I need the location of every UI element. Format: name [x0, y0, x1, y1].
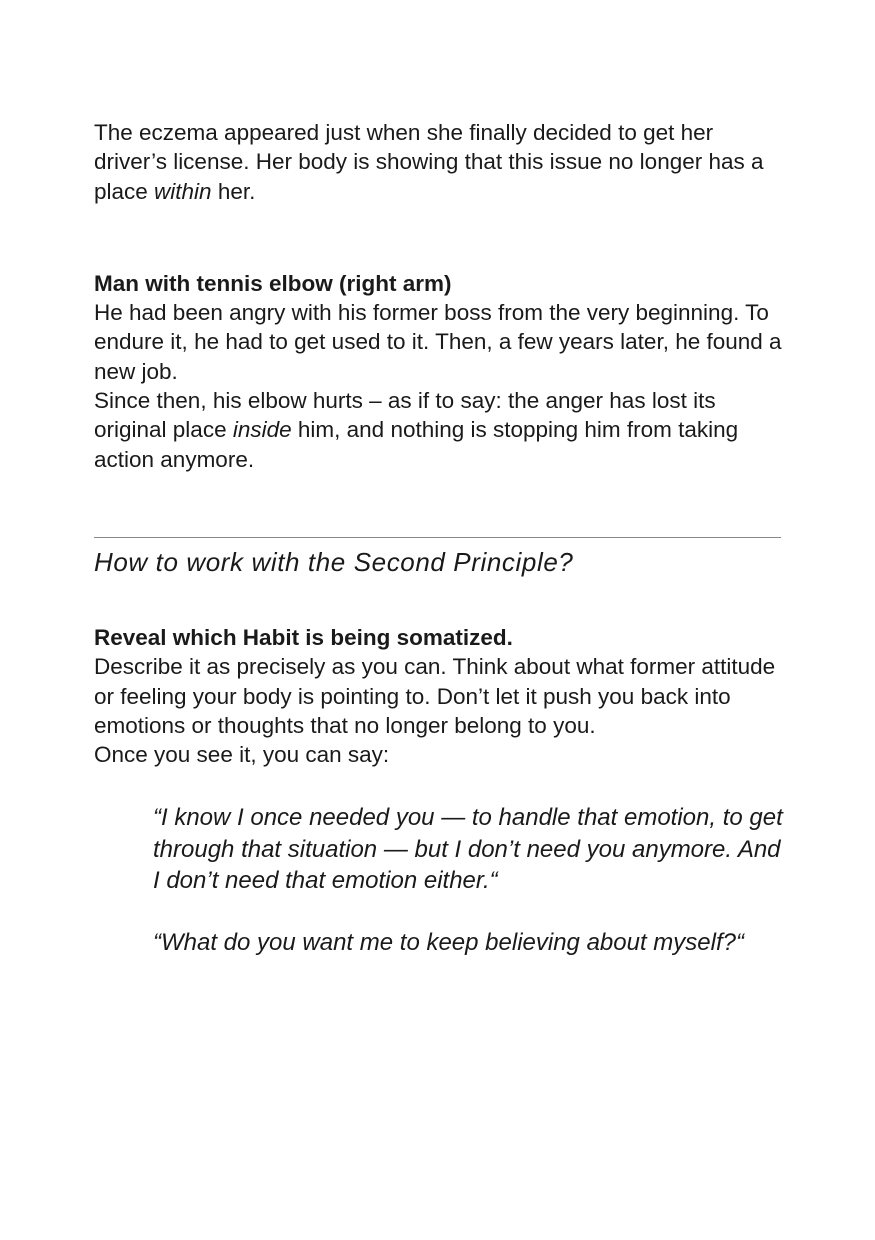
intro-paragraph [94, 118, 784, 206]
quote-1: “I know I once needed you — to handle that emotion, to get through that situation — but I don’t need you anymore. And I don’t need that emotion either.“ [153, 804, 783, 895]
step-heading: Reveal which Habit is being somatized. [94, 624, 513, 650]
section-title: How to work with the Second Principle? [94, 546, 574, 577]
step-block [94, 623, 784, 769]
quote-2: “What do you want me to keep believing about myself?“ [153, 929, 744, 957]
intro-text-after: her. [211, 178, 256, 204]
example-text-after: him, and nothing is stopping him from taking action anymore. [94, 417, 739, 472]
quotes-block [153, 802, 783, 958]
page-content [94, 118, 784, 959]
intro-text-emphasis: within [154, 178, 212, 204]
example-paragraph-1: He had been angry with his former boss from the very beginning. To endure it, he had to get used to it. Then, a few years later, he found a new job. [94, 300, 782, 384]
example-text-emphasis: inside [232, 417, 292, 443]
example-heading: Man with tennis elbow (right arm) [94, 270, 452, 296]
intro-text-before: The eczema appeared just when she finally decided to get her driver’s license. Her body is showing that this issue no longer has a place [94, 120, 764, 204]
example-paragraph-2 [94, 386, 784, 474]
section-divider [94, 537, 781, 538]
step-paragraph-1: Describe it as precisely as you can. Think about what former attitude or feeling your body is pointing to. Don’t let it push you back into emotions or thoughts that no longer belong to you. [94, 654, 776, 738]
example-block [94, 269, 784, 474]
step-paragraph-2: Once you see it, you can say: [94, 742, 390, 768]
example-text-before: Since then, his elbow hurts – as if to say: the anger has lost its original place [94, 388, 716, 443]
